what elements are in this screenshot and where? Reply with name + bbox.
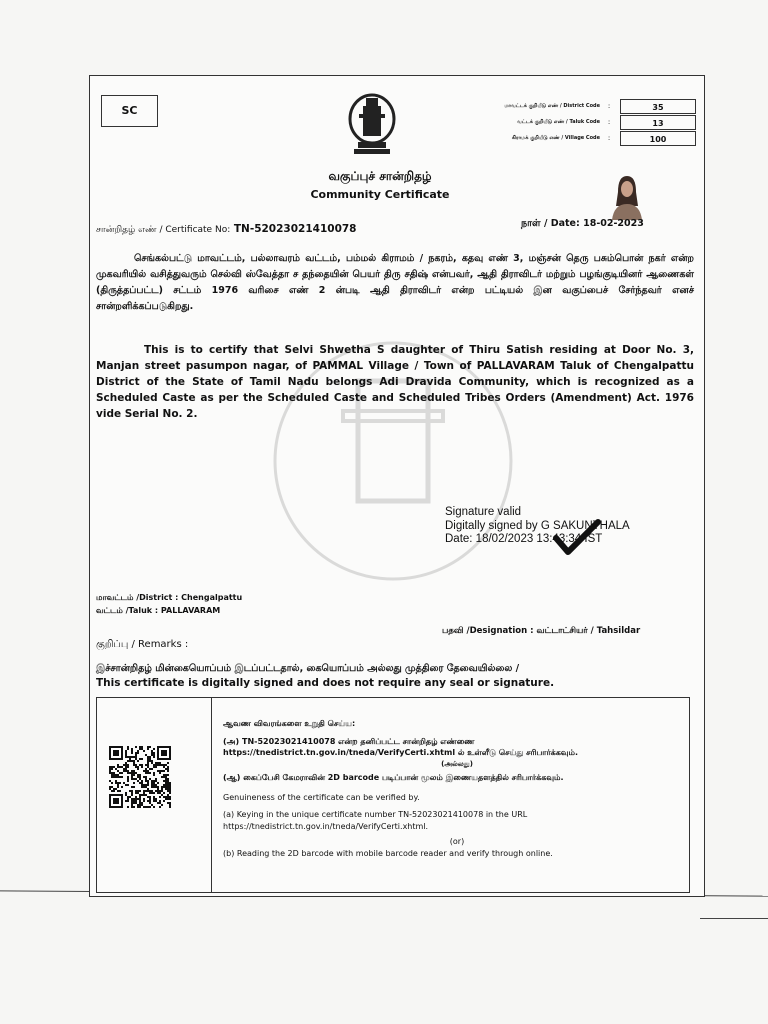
village-code-label: கிராமக் குறியீடு எண் / Village Code bbox=[511, 135, 600, 141]
verify-or-english: (or) bbox=[449, 837, 465, 846]
taluk-code-label: வட்டக் குறியீடு எண் / Taluk Code bbox=[516, 119, 600, 125]
digital-signature bbox=[445, 506, 630, 547]
verify-heading-english: Genuineness of the certificate can be verified by. bbox=[223, 792, 420, 802]
certificate-date bbox=[521, 218, 644, 230]
district-code-row bbox=[450, 98, 696, 114]
certificate-number-label: சான்றிதழ் எண் / Certificate No: bbox=[96, 225, 231, 235]
body-tamil-text: செங்கல்பட்டு மாவட்டம், பல்லாவரம் வட்டம், பம்மல் கிராமம் / நகரம், கதவு எண் 3, மஞ்சன் தெரு பசும்பொன் நகர் என்ற முகவரியில் வசித்துவரும் செல்வி ஸ்வேத்தா ச தந்தையின் பெயர் திரு சதிஷ் என்பவர், ஆதி திராவிடர் மற்றும் பழங்குடியினர் ஆணைகள் (திருத்தப்பட்ட) சட்டம் 1976 வரிசை எண் 2 ன்படி ஆதி திராவிடர் என்ற பட்டியல் இன வகுப்பைச் சேர்ந்தவர் எனச் சான்றளிக்கப்படுகிறது. bbox=[96, 253, 694, 312]
title-english: Community Certificate bbox=[310, 188, 450, 201]
title-tamil: வகுப்புச் சான்றிதழ் bbox=[328, 169, 432, 183]
designation bbox=[442, 626, 640, 637]
body-tamil bbox=[96, 251, 694, 315]
taluk-code-value: 13 bbox=[620, 115, 696, 130]
colon: : bbox=[607, 102, 611, 110]
taluk-value: PALLAVARAM bbox=[160, 606, 221, 615]
taluk-row bbox=[96, 604, 242, 617]
remarks-note-tamil: இச்சான்றிதழ் மின்கையொப்பம் இடப்பட்டதால், கையொப்பம் அல்லது முத்திரை தேவையில்லை / bbox=[96, 663, 520, 674]
colon: : bbox=[607, 134, 611, 142]
colon: : bbox=[607, 118, 611, 126]
location-block bbox=[96, 591, 242, 617]
verify-heading-tamil: ஆவண விவரங்களை உறுதி செய்ய: bbox=[223, 719, 356, 728]
body-english bbox=[96, 342, 694, 422]
certificate-number bbox=[96, 223, 356, 236]
district-code-value: 35 bbox=[620, 99, 696, 114]
date-label: நாள் / Date: bbox=[521, 218, 580, 229]
signature-date: Date: 18/02/2023 13:43:34 IST bbox=[445, 533, 603, 545]
certificate-number-value: TN-52023021410078 bbox=[233, 223, 357, 235]
remarks-label: குறிப்பு / Remarks : bbox=[96, 639, 189, 650]
certificate-page bbox=[89, 75, 705, 897]
taluk-label: வட்டம் /Taluk : bbox=[96, 606, 159, 615]
signature-check-icon bbox=[552, 518, 602, 558]
verify-or-tamil: (அல்லது) bbox=[441, 759, 473, 768]
state-emblem-icon bbox=[346, 92, 398, 156]
district-code-label: மாவட்டக் குறியீடு எண் / District Code bbox=[504, 103, 600, 109]
body-english-text: This is to certify that Selvi Shwetha S daughter of Thiru Satish residing at Door No. 3, Manjan street pasumpon nagar, of PAMMAL Village / Town of PALLAVARAM Taluk of Chengalpattu District of the State of Tamil Nadu belongs Adi Dravida Community, which is recognized as a Scheduled Caste as per the Scheduled Caste and Scheduled Tribes Orders (Amendment) Act. 1976 vide Serial No. 2. bbox=[96, 344, 694, 420]
remarks-note-english: This certificate is digitally signed and does not require any seal or signature. bbox=[96, 677, 555, 689]
codes-table bbox=[450, 98, 696, 146]
verify-option-b-english: (b) Reading the 2D barcode with mobile barcode reader and verify through online. bbox=[223, 848, 553, 858]
qr-code-icon[interactable] bbox=[109, 746, 171, 808]
taluk-code-row bbox=[450, 114, 696, 130]
district-label: மாவட்டம் /District : bbox=[96, 593, 179, 602]
holder-photo bbox=[608, 172, 646, 220]
village-code-value: 100 bbox=[620, 131, 696, 146]
verification-text bbox=[223, 698, 691, 859]
qr-cell bbox=[97, 698, 212, 892]
district-row bbox=[96, 591, 242, 604]
scan-edge-line bbox=[700, 918, 768, 919]
signature-status: Signature valid bbox=[445, 506, 522, 518]
signature-signer: Digitally signed by G SAKUNTHALA bbox=[445, 519, 630, 532]
verify-option-b-tamil: (ஆ) கைப்பேசி கேமராவின் 2D barcode படிப்பான் மூலம் இணையதளத்தில் சரிபார்க்கவும். bbox=[223, 773, 564, 782]
district-value: Chengalpattu bbox=[181, 593, 243, 602]
designation-label: பதவி /Designation : bbox=[442, 626, 534, 636]
verify-option-a-english: (a) Keying in the unique certificate number TN-52023021410078 in the URL https://tnedistrict.tn.gov.in/tneda/VerifyCerti.xhtml. bbox=[223, 810, 528, 831]
verify-option-a-tamil: (அ) TN-52023021410078 என்ற தனிப்பட்ட சான்றிதழ் எண்ணை https://tnedistrict.tn.gov.in/tneda/VerifyCerti.xhtml ல் உள்ளீடு செய்து சரிபார்க்கவும். bbox=[223, 736, 579, 757]
designation-value: வட்டாட்சியர் / Tahsildar bbox=[536, 626, 641, 636]
village-code-row bbox=[450, 130, 696, 146]
verification-box bbox=[96, 697, 690, 893]
category-box: SC bbox=[101, 95, 158, 127]
date-value: 18-02-2023 bbox=[583, 218, 644, 229]
